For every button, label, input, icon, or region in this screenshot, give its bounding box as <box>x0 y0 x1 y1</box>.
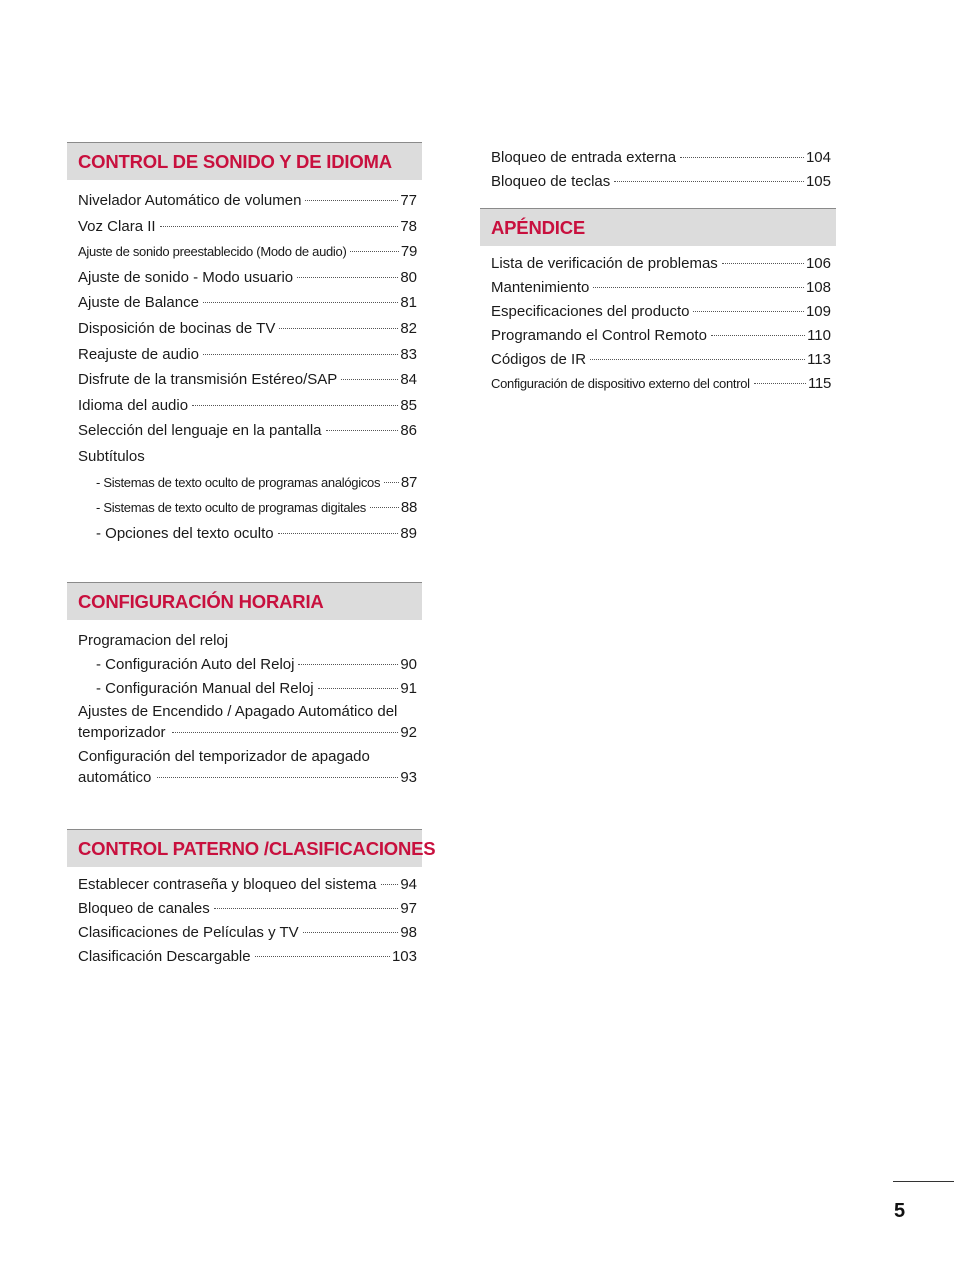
section-title: CONTROL PATERNO /CLASIFICACIONES <box>67 829 422 867</box>
entry-text: Códigos de IR <box>491 351 587 368</box>
toc-entry[interactable] <box>78 393 417 419</box>
section-control-paterno <box>67 829 436 969</box>
entry-page: 105 <box>805 173 831 190</box>
entry-page: 83 <box>400 345 417 363</box>
toc-entry[interactable] <box>78 897 417 921</box>
dot-leader <box>160 226 399 227</box>
entry-text: Voz Clara II <box>78 217 156 235</box>
entry-text: Establecer contraseña y bloqueo del sistema <box>78 876 377 894</box>
entry-text: Subtítulos <box>78 447 145 465</box>
entry-page: 98 <box>400 924 417 942</box>
toc-entry[interactable] <box>491 324 831 348</box>
entry-text: Ajuste de sonido - Modo usuario <box>78 268 294 286</box>
toc-entry[interactable] <box>78 653 417 677</box>
entry-page: 115 <box>807 375 831 392</box>
entry-text: Lista de verificación de problemas <box>491 255 718 272</box>
entry-page: 81 <box>400 294 417 312</box>
toc-entry[interactable] <box>78 677 417 701</box>
toc-subheading[interactable] <box>78 444 417 470</box>
dot-leader <box>192 405 398 406</box>
toc-entry[interactable] <box>78 290 417 316</box>
dot-leader <box>297 277 398 278</box>
section-title: APÉNDICE <box>480 208 836 246</box>
dot-leader <box>680 157 804 158</box>
entry-text: Reajuste de audio <box>78 345 199 363</box>
entry-text: Ajuste de Balance <box>78 294 199 312</box>
dot-leader <box>754 383 806 384</box>
entry-page: 92 <box>400 724 417 742</box>
entry-page: 113 <box>807 351 831 368</box>
entry-text: Bloqueo de canales <box>78 900 210 918</box>
dot-leader <box>326 430 399 431</box>
dot-leader <box>341 379 398 380</box>
entry-text: Clasificaciones de Películas y TV <box>78 924 299 942</box>
dot-leader <box>722 263 804 264</box>
entry-page: 97 <box>400 900 417 918</box>
entry-page: 82 <box>400 319 417 337</box>
entry-page: 89 <box>400 524 417 542</box>
page-number: 5 <box>894 1200 906 1222</box>
toc-entry[interactable] <box>78 701 417 743</box>
section-apendice <box>480 208 836 396</box>
entry-page: 103 <box>391 948 417 966</box>
dot-leader <box>590 359 805 360</box>
dot-leader <box>593 287 804 288</box>
toc-entry[interactable] <box>78 188 417 214</box>
entry-text: Configuración del temporizador de apagado <box>78 748 370 766</box>
footer-rule <box>893 1181 954 1182</box>
entry-text: Bloqueo de entrada externa <box>491 149 677 166</box>
dot-leader <box>203 302 398 303</box>
entry-page: 77 <box>400 192 417 209</box>
dot-leader <box>214 908 399 909</box>
dot-leader <box>157 777 398 778</box>
entry-text: Configuración de dispositivo externo del control <box>491 376 750 391</box>
dot-leader <box>318 688 399 689</box>
toc-entry[interactable] <box>78 367 417 393</box>
dot-leader <box>278 533 399 534</box>
dot-leader <box>279 328 398 329</box>
entry-page: 87 <box>400 473 417 491</box>
entry-page: 104 <box>805 149 831 166</box>
dot-leader <box>203 354 398 355</box>
section-configuracion-horaria <box>67 582 422 788</box>
entry-page: 86 <box>400 422 417 440</box>
entry-page: 84 <box>400 371 417 389</box>
entry-page: 85 <box>400 396 417 414</box>
toc-entry[interactable] <box>78 921 417 945</box>
entry-text: - Configuración Auto del Reloj <box>96 656 295 674</box>
section-sonido-idioma <box>67 142 422 546</box>
toc-entry[interactable] <box>78 495 417 521</box>
entry-text: Especificaciones del producto <box>491 303 690 320</box>
toc-entry[interactable] <box>491 170 831 194</box>
toc-entry[interactable] <box>78 521 417 547</box>
toc-entry[interactable] <box>78 342 417 368</box>
entry-page: 90 <box>400 656 417 674</box>
entry-page: 106 <box>805 255 831 272</box>
toc-entry[interactable] <box>491 252 831 276</box>
toc-entry[interactable] <box>78 945 417 969</box>
entry-text: Bloqueo de teclas <box>491 173 611 190</box>
entry-page: 79 <box>400 243 417 261</box>
dot-leader <box>303 932 399 933</box>
toc-entry[interactable] <box>78 418 417 444</box>
dot-leader <box>305 200 398 201</box>
left-column <box>67 142 436 969</box>
entry-text: Idioma del audio <box>78 396 189 414</box>
toc-entry[interactable] <box>78 265 417 291</box>
dot-leader <box>172 732 399 733</box>
dot-leader <box>381 884 399 885</box>
toc-entry[interactable] <box>491 348 831 372</box>
entry-text: Mantenimiento <box>491 279 590 296</box>
toc-entry[interactable] <box>78 239 417 265</box>
toc-entry[interactable] <box>78 746 417 788</box>
section-title: CONTROL DE SONIDO Y DE IDIOMA <box>67 142 422 180</box>
dot-leader <box>370 507 399 508</box>
dot-leader <box>298 664 398 665</box>
entry-text-cont: temporizador <box>78 724 166 742</box>
entry-page: 110 <box>807 327 831 344</box>
entry-text: Programando el Control Remoto <box>491 327 707 344</box>
entry-page: 78 <box>400 217 417 235</box>
toc-entry[interactable] <box>78 470 417 496</box>
entry-text-cont: automático <box>78 769 152 787</box>
toc-entry[interactable] <box>491 146 831 170</box>
entry-text: Selección del lenguaje en la pantalla <box>78 422 322 440</box>
entry-text: - Opciones del texto oculto <box>96 524 274 542</box>
entry-text: - Sistemas de texto oculto de programas analógicos <box>96 474 381 490</box>
dot-leader <box>693 311 804 312</box>
entry-text: Nivelador Automático de volumen <box>78 192 302 209</box>
entry-text: Programacion del reloj <box>78 632 229 650</box>
entry-text: - Configuración Manual del Reloj <box>96 680 314 698</box>
dot-leader <box>614 181 804 182</box>
entry-text: Disfrute de la transmisión Estéreo/SAP <box>78 371 338 389</box>
toc-subheading[interactable] <box>78 629 417 653</box>
dot-leader <box>384 482 399 483</box>
entry-page: 88 <box>400 499 417 517</box>
toc-entry[interactable] <box>78 316 417 342</box>
toc-entry[interactable] <box>491 276 831 300</box>
entry-text: Ajustes de Encendido / Apagado Automático del <box>78 703 398 721</box>
toc-entry[interactable] <box>491 300 831 324</box>
toc-entry[interactable] <box>78 873 417 897</box>
entry-page: 93 <box>400 769 417 787</box>
dot-leader <box>350 251 398 252</box>
entry-page: 94 <box>400 876 417 894</box>
entry-page: 91 <box>400 680 417 698</box>
entry-page: 109 <box>805 303 831 320</box>
toc-entry[interactable] <box>491 372 831 396</box>
section-title: CONFIGURACIÓN HORARIA <box>67 582 422 620</box>
entry-text: Ajuste de sonido preestablecido (Modo de audio) <box>78 244 347 260</box>
entry-text: Clasificación Descargable <box>78 948 251 966</box>
entry-page: 108 <box>805 279 831 296</box>
right-column <box>480 146 836 396</box>
dot-leader <box>711 335 805 336</box>
toc-entry[interactable] <box>78 214 417 240</box>
entry-text: Disposición de bocinas de TV <box>78 319 276 337</box>
entry-text: - Sistemas de texto oculto de programas digitales <box>96 500 366 516</box>
dot-leader <box>255 956 390 957</box>
entry-page: 80 <box>400 268 417 286</box>
